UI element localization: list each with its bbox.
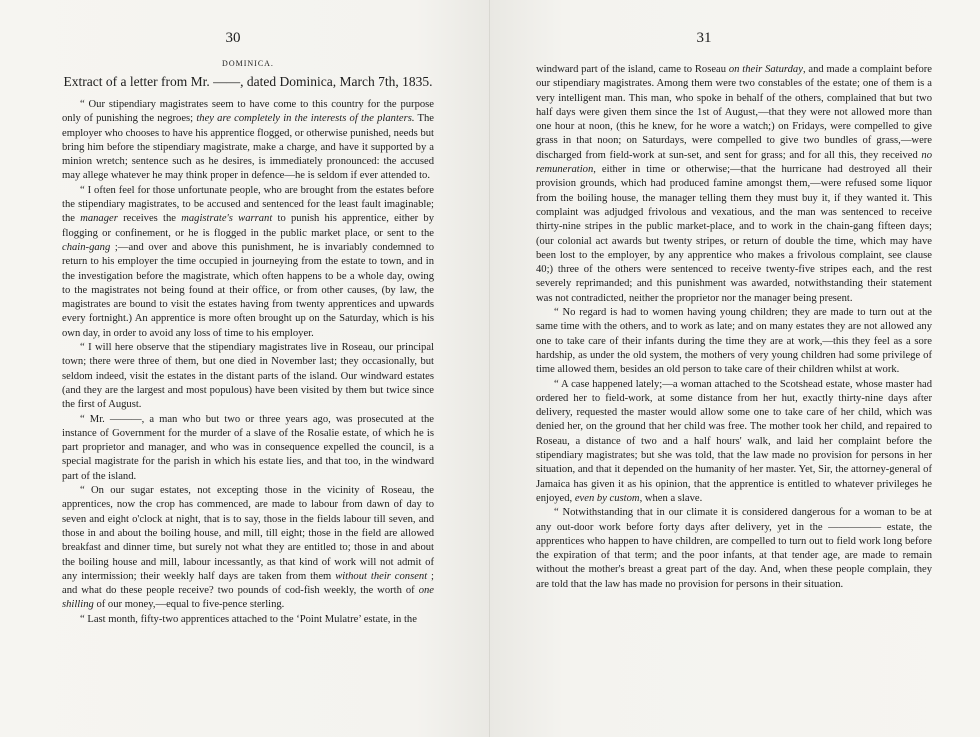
paragraph: “ On our sugar estates, not excepting those in the vicinity of Roseau, the apprentices, now the crop has commenced, are made to labour from dawn of day to seven and eight o'clock at night, that is to say, those in the fields labour till seven, and those in and about the boiling house, and mill, till eight; those in the field are allowed breakfast and dinner time, but surely not what they are entitled to; those in and about the boiling house and mill, labour incessantly, as that kind of work will not admit of any intermission; their weekly half days are taken from them without their consent ; and what do these people receive? two pounds of cod-fish weekly, the worth of one shilling of our money,—equal to five-pence sterling. xyxy=(62,485,435,611)
paragraph: “ Last month, fifty-two apprentices attached to the ‘Point Mulatre’ estate, in the xyxy=(80,613,417,625)
paragraph: “ No regard is had to women having young children; they are made to turn out at the same time with the others, and to work as late; and on many estates they are not allowed any one to take care of their infants during the time they are at work,—this they feel as a sore hardship, as under the old system, the mothers of very young children had some privilege of time allowed them, besides an old person to take care of their children whilst at work. xyxy=(536,307,932,376)
paragraph: “ Our stipendiary magistrates seem to have come to this country for the purpose only of punishing the negroes; they are completely in the interests of the planters. The employer who chooses to have his apprentice flogged, or otherwise punished, needs but bring him before the stipendiary magistrate, make a charge, and have it supported by a minion wretch; sentence such as he desires, is immediately pronounced: the accused may allege whatever he may think proper in defence—he is seldom if ever attended to. xyxy=(62,99,434,182)
letter-heading: Extract of a letter from Mr. ——, dated Dominica, March 7th, 1835. xyxy=(63,74,433,89)
paragraph: windward part of the island, came to Roseau on their Saturday, and made a complaint before our stipendiary magistrates. Among them were two constables of the estate; one of them is a very intelligent man. This man, who spoke in behalf of the others, complained that but two half days were given them since the 1st of August,—that they were not allowed more than one hour at noon, (this he knew, for he wore a watch;) on Fridays, were compelled to give grass in that noon; on Saturdays, were compelled to give two bundles of grass,—were discharged from field-work at sun-set, and sent for grass; and for all this, they received no remuneration, either in time or otherwise;—that the hurricane had destroyed all their provision grounds, which had produced famine amongst them,—were refused some liquor from the boiling house, the manager telling them they must buy it, if they wanted it. This complaint was adjudged frivolous and vexatious, and the man was sentenced to receive thirty-nine stripes in the public market-place, and to work in the chain-gang fifteen days; (our colonial act awards but twenty stripes, or return of double the time, which may have been lost to the employer, by any apprentice who makes a frivolous complaint, see clause 40;) three of the others were sentenced to receive twenty-five stripes each, and the rest severely reprimanded; and this punishment was awarded, notwithstanding their statement was not contradicted, neither the proprietor nor the manager being present. xyxy=(536,64,933,304)
paragraph: “ A case happened lately;—a woman attached to the Scotshead estate, whose master had ordered her to field-work, at some distance from her hut, exactly thirty-nine days after delivery, requested the master would allow some one to take care of her child, which was denied her, on the ground that her child was free. The mother took her child, and repaired to Roseau, a distance of two and a half hours' walk, and laid her complaint before the stipendiary magistrates; but she was told, that the law made no provision for persons in her situation, and that it depended on the humanity of her master. Yet, Sir, the attorney-general of Jamaica has given it as his opinion, that the apprentice is entitled to whatever privileges he enjoyed, even by custom, when a slave. xyxy=(536,378,932,504)
paragraph: “ I will here observe that the stipendiary magistrates live in Roseau, our principal town; there were three of them, but one died in November last; they occasionally, but seldom indeed, visit the estates in the distant parts of the island. Our windward estates (and they are the largest and most populous) have been visited by them but twice since the first of August. xyxy=(62,342,434,411)
page-number: 30 xyxy=(225,30,241,46)
paragraph: “ Notwithstanding that in our climate it is considered dangerous for a woman to be at any out-door work before forty days after delivery, yet in the ————— estate, the apprentices who happen to have children, are compelled to turn out to field work long before the expiration of that term; and the poor infants, at that tender age, are made to remain without the mother's breast a great part of the day. And, when these people complain, they are told that the law has made no provision for persons in their situation. xyxy=(536,507,932,590)
running-head: DOMINICA. xyxy=(222,59,274,68)
paragraph: “ Mr. ———, a man who but two or three years ago, was prosecuted at the instance of Government for the murder of a slave of the Rosalie estate, of which he is part proprietor and manager, and who was in consequence expelled the council, is a special magistrate for the parish in which his estate lies, and that too, in the windward part of the island. xyxy=(62,413,434,482)
right-page xyxy=(490,0,980,737)
paragraph: “ I often feel for those unfortunate people, who are brought from the estates before the stipendiary magistrates, to be accused and sentenced for the least fault imaginable; the manager receives the magistrate's warrant to punish his apprentice, either by flogging or confinement, or he is flogged in the public market place, or sent to the chain-gang ;—and over and above this punishment, he is invariably condemned to return to his employer the time occupied in journeying from the estate to town, and in the investigation before the magistrate, which often happens to be a whole day, owing to the magistrates not being found at their office, or from other causes, (by law, the magistrates are bound to visit the estates having from twenty apprentices and upwards every fortnight.) An apprentice is more often brought up on the Saturday, which is his own day, in order to avoid any loss of time to his employer. xyxy=(62,184,435,339)
page-number: 31 xyxy=(696,30,712,46)
